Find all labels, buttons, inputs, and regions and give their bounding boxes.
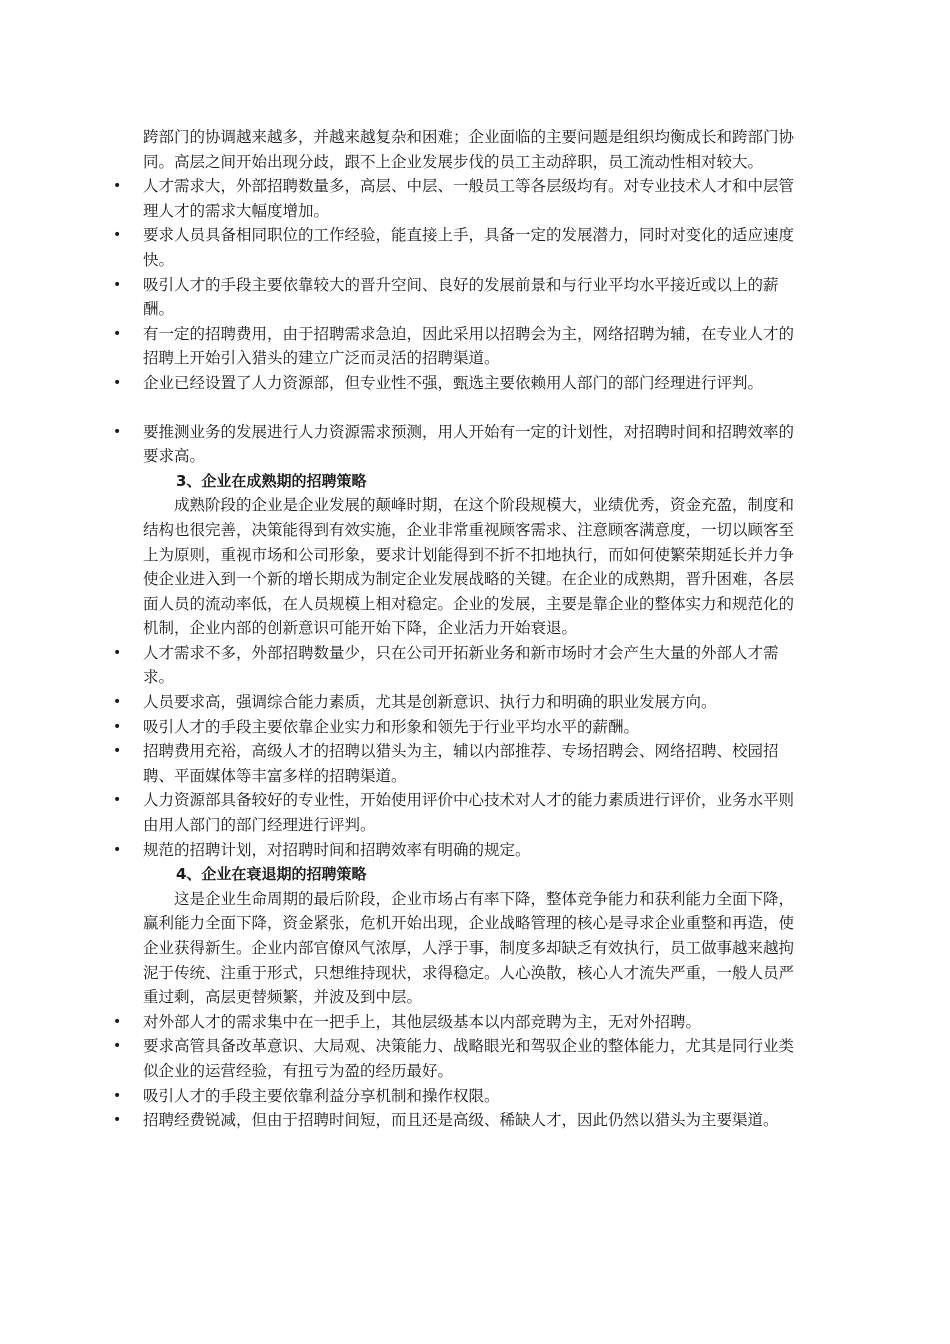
list-item-text: 要求人员具备相同职位的工作经验，能直接上手，具备一定的发展潜力，同时对变化的适应速度快。 (143, 226, 795, 269)
list-item (113, 715, 808, 740)
list-item-text: 吸引人才的手段主要依靠较大的晋升空间、良好的发展前景和与行业平均水平接近或以上的薪酬。 (143, 275, 779, 319)
bullet-icon: • (113, 1013, 122, 1030)
bullet-icon: • (113, 423, 122, 440)
list-item-text: 人才需求不多，外部招聘数量少，只在公司开拓新业务和新市场时才会产生大量的外部人才需求。 (143, 643, 779, 687)
document-body (113, 125, 808, 1133)
list-item-text: 规范的招聘计划，对招聘时间和招聘效率有明确的规定。 (143, 840, 531, 859)
bullet-icon: • (113, 374, 122, 391)
section-4-heading: 4、企业在衰退期的招聘策略 (176, 865, 367, 884)
maturity-stage-list (113, 641, 808, 862)
list-item (113, 838, 808, 863)
decline-stage-list (113, 1010, 808, 1133)
list-item (113, 420, 808, 469)
list-item-text: 要推测业务的发展进行人力资源需求预测，用人开始有一定的计划性，对招聘时间和招聘效率的要求高。 (143, 422, 795, 466)
intro-paragraph: 跨部门的协调越来越多，并越来越复杂和困难；企业面临的主要问题是组织均衡成长和跨部门协同。高层之间开始出现分歧，跟不上企业发展步伐的员工主动辞职，员工流动性相对较大。 (143, 128, 795, 171)
list-item-text: 招聘经费锐减，但由于招聘时间短，而且还是高级、稀缺人才，因此仍然以猎头为主要渠道。 (143, 1111, 779, 1130)
list-item-text: 招聘费用充裕，高级人才的招聘以猎头为主，辅以内部推荐、专场招聘会、网络招聘、校园招聘、平面媒体等丰富多样的招聘渠道。 (143, 742, 779, 785)
bullet-icon: • (113, 325, 122, 342)
list-item-text: 对外部人才的需求集中在一把手上，其他层级基本以内部竞聘为主，无对外招聘。 (143, 1012, 702, 1031)
blank-line (143, 396, 808, 420)
list-item (113, 1084, 808, 1109)
list-item-text: 企业已经设置了人力资源部，但专业性不强，甄选主要依赖用人部门的部门经理进行评判。 (143, 373, 764, 392)
growth-stage-list (113, 174, 808, 395)
bullet-icon: • (113, 718, 122, 735)
list-item (113, 690, 808, 715)
bullet-icon: • (113, 841, 122, 858)
list-item (113, 788, 808, 837)
list-item-text: 人员要求高，强调综合能力素质，尤其是创新意识、执行力和明确的职业发展方向。 (143, 693, 717, 712)
list-item (113, 322, 808, 371)
list-item (113, 371, 808, 396)
bullet-icon: • (113, 1038, 122, 1055)
bullet-icon: • (113, 743, 122, 760)
bullet-icon: • (113, 1112, 122, 1129)
bullet-icon: • (113, 792, 122, 809)
list-item-text: 吸引人才的手段主要依靠企业实力和形象和领先于行业平均水平的薪酬。 (143, 717, 640, 736)
list-item (113, 223, 808, 272)
bullet-icon: • (113, 644, 122, 661)
list-item-text: 有一定的招聘费用，由于招聘需求急迫，因此采用以招聘会为主，网络招聘为辅，在专业人才的招聘上开始引入猎头的建立广泛而灵活的招聘渠道。 (143, 324, 795, 368)
list-item (113, 641, 808, 690)
section-4-paragraph: 这是企业生命周期的最后阶段，企业市场占有率下降，整体竞争能力和获利能力全面下降，赢利能力全面下降，资金紧张，危机开始出现，企业战略管理的核心是寻求企业重整和再造，使企业获得新生。企业内部官僚风气浓厚，人浮于事，制度多却缺乏有效执行，员工做事越来越拘泥于传统、注重于形式，只想维持现状，求得稳定。人心涣散，核心人才流失严重，一般人员严重过剩，高层更替频繁，并波及到中层。 (143, 889, 795, 1007)
list-item (113, 1108, 808, 1133)
growth-stage-list-continued (113, 420, 808, 469)
list-item (113, 174, 808, 223)
bullet-icon: • (113, 276, 122, 293)
bullet-icon: • (113, 227, 122, 244)
bullet-icon: • (113, 1087, 122, 1104)
list-item-text: 要求高管具备改革意识、大局观、决策能力、战略眼光和驾驭企业的整体能力，尤其是同行业类似企业的运营经验，有扭亏为盈的经历最好。 (143, 1037, 795, 1080)
list-item (113, 1010, 808, 1035)
list-item (113, 273, 808, 322)
list-item (113, 739, 808, 788)
list-item (113, 1034, 808, 1083)
section-3-paragraph: 成熟阶段的企业是企业发展的颠峰时期，在这个阶段规模大，业绩优秀，资金充盈，制度和结构也很完善，决策能得到有效实施，企业非常重视顾客需求、注意顾客满意度，一切以顾客至上为原则，重视市场和公司形象，要求计划能得到不折不扣地执行，而如何使繁荣期延长并力争使企业进入到一个新的增长期成为制定企业发展战略的关键。在企业的成熟期，晋升困难，各层面人员的流动率低，在人员规模上相对稳定。企业的发展，主要是靠企业的整体实力和规范化的机制，企业内部的创新意识可能开始下降，企业活力开始衰退。 (143, 496, 795, 638)
list-item-text: 人才需求大，外部招聘数量多，高层、中层、一般员工等各层级均有。对专业技术人才和中层管理人才的需求大幅度增加。 (143, 177, 795, 220)
list-item-text: 吸引人才的手段主要依靠利益分享机制和操作权限。 (143, 1086, 500, 1105)
section-3-heading: 3、企业在成熟期的招聘策略 (176, 471, 367, 490)
bullet-icon: • (113, 178, 122, 195)
bullet-icon: • (113, 694, 122, 711)
list-item-text: 人力资源部具备较好的专业性，开始使用评价中心技术对人才的能力素质进行评价，业务水平则由用人部门的部门经理进行评判。 (143, 791, 795, 835)
